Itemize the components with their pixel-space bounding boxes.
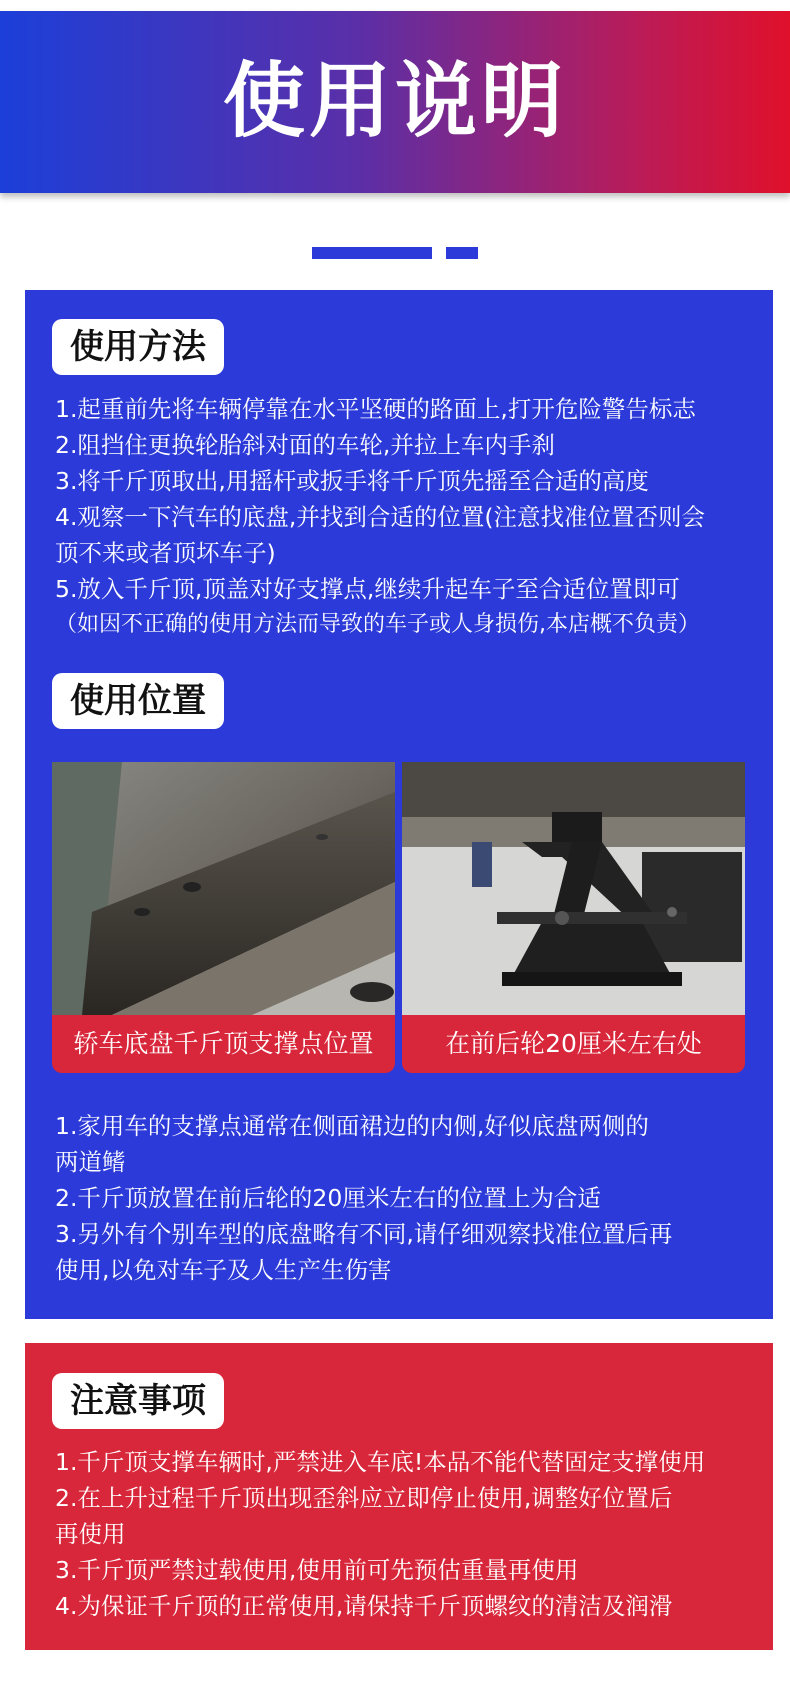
list-item: 再使用 [55, 1520, 126, 1548]
list-item: 2.在上升过程千斤顶出现歪斜应立即停止使用,调整好位置后 [55, 1484, 673, 1512]
usage-position-heading: 使用位置 [52, 673, 224, 729]
list-item: 顶不来或者顶坏车子) [55, 539, 276, 567]
photo-caption: 在前后轮20厘米左右处 [402, 1015, 745, 1073]
list-item: 3.千斤顶严禁过载使用,使用前可先预估重量再使用 [55, 1556, 579, 1584]
usage-method-list [55, 391, 705, 643]
divider-long [312, 247, 432, 259]
list-item: 1.家用车的支撑点通常在侧面裙边的内侧,好似底盘两侧的 [55, 1112, 649, 1140]
list-item: 5.放入千斤顶,顶盖对好支撑点,继续升起车子至合适位置即可 [55, 575, 680, 603]
list-item: 3.另外有个别车型的底盘略有不同,请仔细观察找准位置后再 [55, 1220, 673, 1248]
photo-caption: 轿车底盘千斤顶支撑点位置 [52, 1015, 395, 1073]
scissor-jack-image [402, 762, 745, 1015]
notes-list [55, 1444, 705, 1624]
header-banner [0, 11, 790, 193]
chassis-photo [52, 762, 395, 1015]
list-item: 4.为保证千斤顶的正常使用,请保持千斤顶螺纹的清洁及润滑 [55, 1592, 673, 1620]
list-item: 3.将千斤顶取出,用摇杆或扳手将千斤顶先摇至合适的高度 [55, 467, 649, 495]
list-item: 2.阻挡住更换轮胎斜对面的车轮,并拉上车内手刹 [55, 431, 555, 459]
divider-short [446, 247, 478, 259]
usage-position-list [55, 1108, 672, 1288]
list-item: 4.观察一下汽车的底盘,并找到合适的位置(注意找准位置否则会 [55, 503, 706, 531]
list-item: 2.千斤顶放置在前后轮的20厘米左右的位置上为合适 [55, 1184, 601, 1212]
usage-method-heading: 使用方法 [52, 319, 224, 375]
list-item: 1.千斤顶支撑车辆时,严禁进入车底!本品不能代替固定支撑使用 [55, 1448, 706, 1476]
list-item: （如因不正确的使用方法而导致的车子或人身损伤,本店概不负责） [55, 612, 700, 637]
notes-heading: 注意事项 [52, 1373, 224, 1429]
chassis-image [52, 762, 395, 1015]
jack-photo [402, 762, 745, 1015]
list-item: 使用,以免对车子及人生产生伤害 [55, 1256, 392, 1284]
page-title: 使用说明 [222, 54, 567, 149]
list-item: 两道鳍 [55, 1148, 126, 1176]
list-item: 1.起重前先将车辆停靠在水平坚硬的路面上,打开危险警告标志 [55, 395, 696, 423]
